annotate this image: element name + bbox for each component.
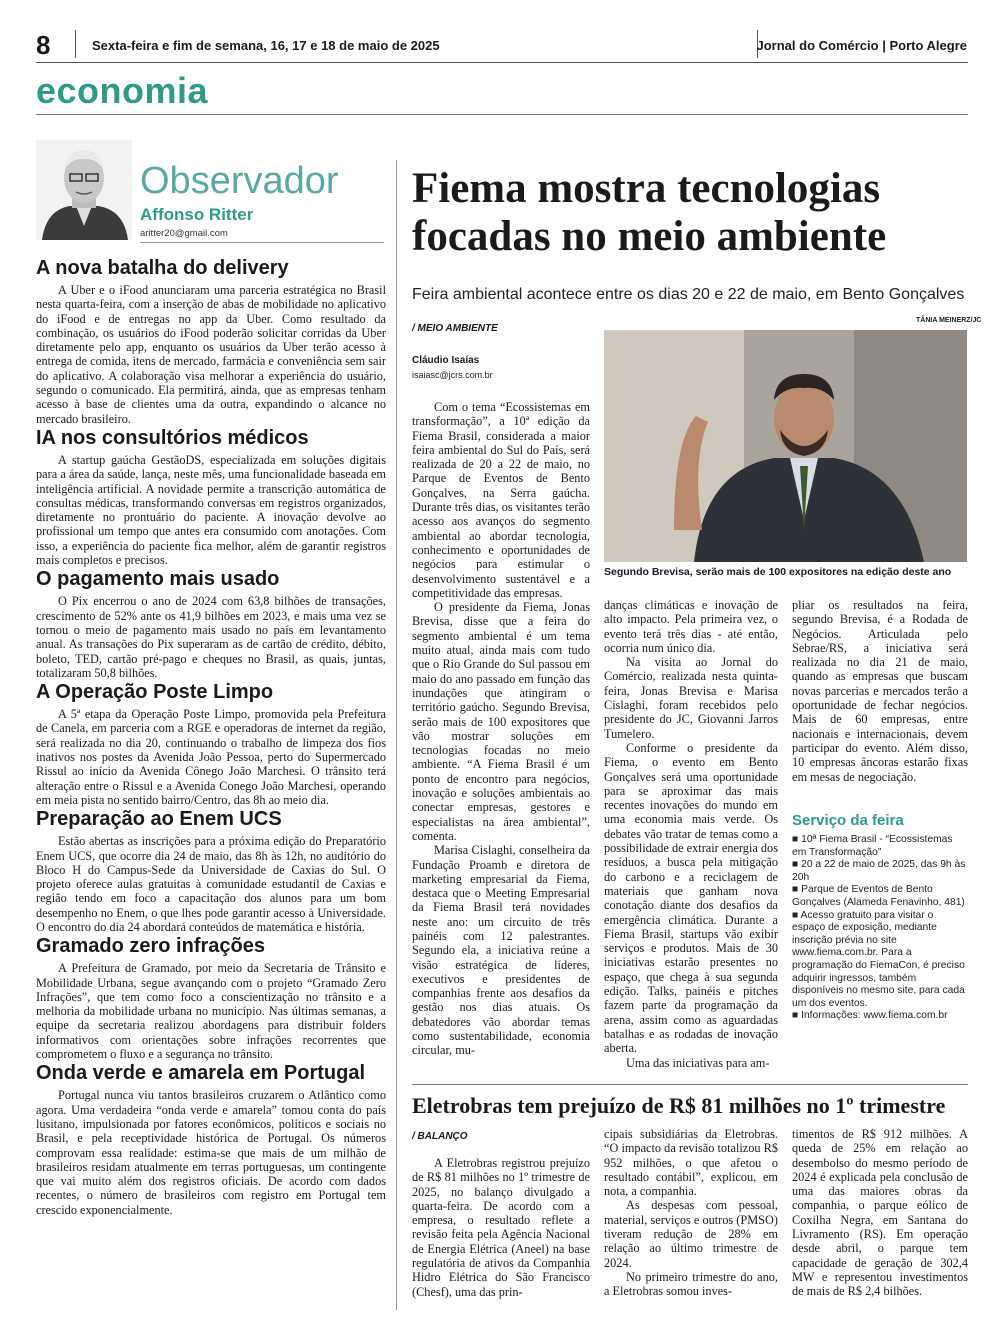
note-text: A Prefeitura de Gramado, por meio da Secretaria de Trânsito e Mobilidade Urbana, segue avançando com o projeto “Gramado Zero Infrações”, que tem como foco a conscientização no trânsito e a melhoria da mobilidade urbana no município. Nas últimas semanas, a equipe da secretaria realizou abordagens para distribuir folders informativos com orientações sobre infrações recorrentes que comprometem o fluxo e a segurança no trânsito. <box>36 961 386 1062</box>
article2-column-2 <box>604 1127 778 1299</box>
note-text: A startup gaúcha GestãoDS, especializada em soluções digitais para a área da saúde, lança, neste mês, uma funcionalidade baseada em inteligência artificial. A novidade permite a transcrição automática de consultas médicas, transformando conversas em registros organizados, diretamente no prontuário do paciente. A inovação devolve ao profissional um tempo que antes era consumido com anotações. Com isso, a experiência do paciente fica melhor, além de garantir registros mais completos e precisos. <box>36 452 386 568</box>
section-title: economia <box>36 70 209 111</box>
service-item-text: Informações: www.fiema.com.br <box>801 1010 948 1022</box>
note-text: A 5ª etapa da Operação Poste Limpo, promovida pela Prefeitura de Canela, em parceria com a RGE e operadoras de internet da região, será realizada no dia 20, continuando o trabalho de limpeza dos fios inativos nos postes da Avenida João Pessoa, perto do Supermercado Rissul ao início da Avenida Cônego João Marchesi. O trânsito terá alteração entre o Rissul e a Avenida Conego João Marchesi, operando em meia pista no sentido bairro/Centro, das 8h ao meio dia. <box>36 707 386 807</box>
note-text: A Uber e o iFood anunciaram uma parceria estratégica no Brasil nesta quarta-feira, com a inserção de abas de mobilidade no aplicativo do iFood e de entregas no app da Uber. Como resultado da combinação, os usuários do iFood poderão solicitar corridas da Uber diretamente pelo app, enquanto os usuários da Uber terão acesso à entrega de comida, itens de mercado, farmácia e conveniência sem sair do aplicativo. A colaboração visa melhorar a experiência do usuário, segundo o comunicado. Ela permitirá, ainda, que as empresas tenham acesso à base de clientes uma da outra, expandindo o alcance no mercado brasileiro. <box>36 283 386 426</box>
service-box-title: Serviço da feira <box>792 812 904 829</box>
article-separator <box>412 1084 968 1085</box>
paragraph: pliar os resultados na feira, segundo Brevisa, é a Rodada de Negócios. Articulada pelo Sebrae/RS, a iniciativa será realizada no dia 21 de maio, quando as empresas que buscam novas parcerias e mercados terão a oportunidade de fechar negócios. Mais de 60 empresas, entre nacionais e internacionais, devem participar do evento. Além disso, 10 empresas âncoras estarão fixas em mesas de negociação. <box>792 598 968 784</box>
note-title: A nova batalha do delivery <box>36 257 289 279</box>
note-title: O pagamento mais usado <box>36 568 280 591</box>
column-author: Affonso Ritter <box>140 205 254 224</box>
observador-notes <box>36 256 386 1217</box>
page-number: 8 <box>36 30 51 60</box>
newspaper-name: Jornal do Comércio | Porto Alegre <box>756 38 967 53</box>
note-text: O Pix encerrou o ano de 2024 com 63,8 bilhões de transações, crescimento de 52% ante os 41,9 bilhões em 2023, e mais uma vez se tornou o meio de pagamento mais usado no país em levantamento anual. As transações do Pix superaram as de cartão de crédito, débito, boleto, TED, cartão pré-pago e cheques no Brasil, as quais, juntas, totalizaram 50,8 bilhões. <box>36 594 386 680</box>
note-title: Preparação ao Enem UCS <box>36 808 282 831</box>
paragraph: Marisa Cislaghi, conselheira da Fundação Proamb e diretora de marketing empresarial da Fiema, destaca que o Meeting Empresarial da Fiema Brasil terá novidades neste ano: um circuito de três painéis com 12 palestrantes. Segundo ela, a iniciativa reúne a visão estratégica de líderes, executivos e presidentes de companhias frente aos desafios da gestão nos dias atuais. Os debatedores vão abordar temas como sustentabilidade, economia circular, mu- <box>412 843 590 1058</box>
service-item: ■ Parque de Eventos de Bento Gonçalves (Alameda Fenavinho, 481) <box>792 884 965 908</box>
paragraph: Uma das iniciativas para am- <box>626 1055 770 1070</box>
service-item-text: Parque de Eventos de Bento Gonçalves (Alameda Fenavinho, 481) <box>792 884 965 908</box>
article-headline: Fiema mostra tecnologias focadas no meio ambiente <box>412 165 887 260</box>
article-subhead: Feira ambiental acontece entre os dias 20 e 22 de maio, em Bento Gonçalves <box>412 286 965 303</box>
service-item-text: Acesso gratuito para visitar o espaço de exposição, mediante inscrição prévia no site www.fiema.com.br. Para a programação do FiemaCon, é preciso adquirir ingressos, também disponíveis no mesmo site, para cada um dos eventos. <box>792 909 965 1009</box>
service-item-text: 20 a 22 de maio de 2025, das 9h às 20h <box>792 859 966 883</box>
author-email: aritter20@gmail.com <box>140 228 228 239</box>
note <box>36 807 386 934</box>
article-column-3 <box>792 598 968 784</box>
article-tag-2: / BALANÇO <box>412 1131 468 1142</box>
service-item-text: 10ª Fiema Brasil - “Ecossistemas em Transformação” <box>792 834 953 858</box>
paragraph: cipais subsidiárias da Eletrobras. “O impacto da revisão totalizou R$ 952 milhões, o que afetou o resultado contábil”, explicou, em nota, a companhia. <box>604 1127 778 1199</box>
service-item: ■ Acesso gratuito para visitar o espaço de exposição, mediante inscrição prévia no site www.fiema.com.br. Para a programação do FiemaCon, é preciso adquirir ingressos, também disponíveis no mesmo site, para cada um dos eventos. <box>792 909 965 1009</box>
article-column-2 <box>604 598 778 1070</box>
paragraph: timentos de R$ 912 milhões. A queda de 25% em relação ao desembolso do mesmo período de 2024 é explicada pela conclusão de uma das maiores obras da companhia, o parque eólico de Coxilha Negra, em Santana do Livramento (RS). Em operação desde abril, o parque tem capacidade de geração de 302,4 MW e representou investimentos de mais de R$ 2,4 bilhões. <box>792 1127 968 1299</box>
note-text: Portugal nunca viu tantos brasileiros cruzarem o Atlântico como agora. Uma verdadeira “onda verde e amarela” tomou conta do país lusitano, impulsionada por fatores econômicos, políticos e sociais no Brasil, e pela receptividade histórica de Portugal. Os números comprovam essa realidade: estima-se que mais de um milhão de brasileiros residam atualmente em terras portuguesas, um contingente que vai muito além dos registros oficiais. De acordo com dados recentes, o número de brasileiros com registro em Portugal tem crescido exponencialmente. <box>36 1088 386 1217</box>
photo-credit: TÂNIA MEINERZ/JC <box>916 317 982 324</box>
article-author-email: isaiasc@jcrs.com.br <box>412 370 493 380</box>
paragraph: Com o tema “Ecossistemas em transformação”, a 10ª edição da Fiema Brasil, considerada a maior feira ambiental do Sul do País, será realizada de 20 a 22 de maio, no Parque de Eventos de Bento Gonçalves, na Serra gaúcha. Durante três dias, os visitantes terão acesso aos avanços do segmento ambiental ao abordar tecnologia, conhecimento e oportunidades de negócios para estimular o desenvolvimento sustentável e a competitividade das empresas. <box>412 400 590 600</box>
note <box>36 256 386 426</box>
column-separator <box>396 160 397 1310</box>
service-item: ■ Informações: www.fiema.com.br <box>792 1010 948 1022</box>
article-photo <box>604 330 967 562</box>
header-rule <box>36 62 968 63</box>
paragraph: Na visita ao Jornal do Comércio, realizada nesta quinta-feira, Jonas Brevisa e Marisa Cislaghi, foram recebidos pelo presidente do JC, Giovanni Jarros Tumelero. <box>604 655 778 741</box>
note-title: A Operação Poste Limpo <box>36 681 274 704</box>
note-title: Onda verde e amarela em Portugal <box>36 1062 366 1085</box>
section-rule <box>36 114 968 115</box>
issue-date: Sexta-feira e fim de semana, 16, 17 e 18 de maio de 2025 <box>92 38 440 53</box>
paragraph: A Eletrobras registrou prejuízo de R$ 81 milhões no 1º trimestre de 2025, no balanço divulgado a quarta-feira. De acordo com a empresa, o resultado reflete a revisão feita pela Agência Nacional de Energia Elétrica (Aneel) na base regulatória de ativos da Companhia Hidro Elétrica do São Francisco (Chesf), uma das prin- <box>412 1156 590 1299</box>
article-headline-2: Eletrobras tem prejuízo de R$ 81 milhões no 1º trimestre <box>412 1093 946 1118</box>
author-portrait <box>36 140 132 240</box>
article2-column-1 <box>412 1156 590 1299</box>
note <box>36 1061 386 1217</box>
note-title: Gramado zero infrações <box>36 935 265 958</box>
article-column-1 <box>412 400 590 1058</box>
note-text: Estão abertas as inscrições para a próxima edição do Preparatório Enem UCS, que ocorre dia 24 de maio, das 8h às 12h, no auditório do Bloco H do Campus-Sede da Universidade de Caxias do Sul. O projeto oferece aulas gratuitas à comunidade estudantil de Caxias e região tendo em foco a capacitação dos alunos para um bom desempenho no Enem, o que lhes pode garantir acesso à Universidade. O encontro do dia 24 abordará conteúdos de matemática e história. <box>36 834 386 934</box>
article-tag: / MEIO AMBIENTE <box>412 323 498 334</box>
paragraph: O presidente da Fiema, Jonas Brevisa, disse que a feira do segmento ambiental é um tema muito atual, ainda mais com tudo que o Rio Grande do Sul passou em maio do ano passado em função das inundações que atingiram o território gaúcho. Segundo Brevisa, serão mais de 100 expositores que vão mostrar soluções em tecnologias focadas no meio ambiente. “A Fiema Brasil é um ponto de encontro para negócios, inovação e soluções ambientais ao conectar empresas, gestores e especialistas na área ambiental”, comenta. <box>412 600 590 843</box>
service-item: ■ 20 a 22 de maio de 2025, das 9h às 20h <box>792 859 966 883</box>
column-title: Observador <box>140 160 339 202</box>
note <box>36 680 386 807</box>
note-title: IA nos consultórios médicos <box>36 426 309 449</box>
header-divider <box>75 30 76 58</box>
service-item: ■ 10ª Fiema Brasil - “Ecossistemas em Transformação” <box>792 834 953 858</box>
note <box>36 426 386 567</box>
service-box-list <box>792 834 968 1023</box>
note <box>36 934 386 1061</box>
column-rule <box>140 242 384 243</box>
note <box>36 567 386 680</box>
article2-column-3 <box>792 1127 968 1299</box>
article-author: Cláudio Isaías <box>412 355 480 366</box>
photo-caption: Segundo Brevisa, serão mais de 100 expositores na edição deste ano <box>604 566 952 578</box>
paragraph: No primeiro trimestre do ano, a Eletrobras somou inves- <box>604 1269 778 1299</box>
paragraph: As despesas com pessoal, material, serviços e outros (PMSO) tiveram redução de 28% em relação ao último trimestre de 2024. <box>604 1198 778 1270</box>
paragraph: Conforme o presidente da Fiema, o evento em Bento Gonçalves será uma oportunidade para se aproximar das mais recentes inovações do mundo em uma economia mais verde. Os debates vão tratar de temas como a possibilidade de extrair energia dos resíduos, a busca pela mitigação do carbono e a reciclagem de materiais que ganham nova conotação diante dos desafios da emergência climática. Durante a Fiema Brasil, startups vão exibir serviços e produtos. Mais de 30 iniciativas estarão presentes no espaço, que chega à sua segunda edição. Talks, painéis e pitches fazem parte da programação da arena, assim como as aguardadas batalhas e as rodadas de inovação aberta. <box>604 740 778 1056</box>
paragraph: danças climáticas e inovação de alto impacto. Pela primeira vez, o evento terá três dias - até então, ocorria num único dia. <box>604 598 778 655</box>
